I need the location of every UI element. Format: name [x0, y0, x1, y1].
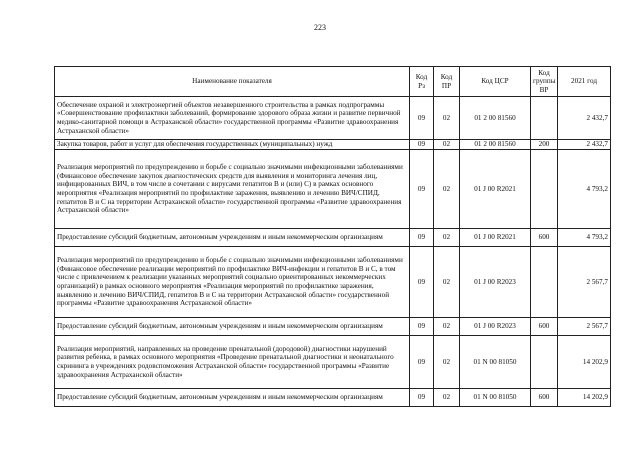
row-pr: 02 — [434, 247, 460, 318]
row-csr: 01 J 00 R2023 — [460, 318, 531, 336]
row-csr: 01 J 00 R2021 — [460, 229, 531, 247]
row-amount: 4 793,2 — [558, 150, 611, 229]
row-amount: 2 432,7 — [558, 140, 611, 150]
header-year: 2021 год — [558, 67, 611, 97]
row-amount: 14 202,9 — [558, 389, 611, 407]
row-csr: 01 2 00 81560 — [460, 97, 531, 140]
row-vr — [531, 150, 558, 229]
row-name: Предоставление субсидий бюджетным, автономным учреждениям и иным некоммерческим организациям — [55, 389, 410, 407]
row-name: Обеспечение охраной и электроэнергией объектов незавершенного строительства в рамках подпрограммы «Совершенствование профилактики заболеваний, формирование здорового образа жизни и развитие первичной медико-санитарной помощи в Астраханской области» государственной программы «Развитие здравоохранения Астраханской области» — [55, 97, 410, 140]
header-name: Наименование показателя — [55, 67, 410, 97]
row-rz: 09 — [410, 140, 434, 150]
row-pr: 02 — [434, 318, 460, 336]
table-row — [55, 150, 611, 229]
row-rz: 09 — [410, 318, 434, 336]
row-csr: 01 N 00 81050 — [460, 389, 531, 407]
table-row — [55, 229, 611, 247]
row-csr: 01 J 00 R2023 — [460, 247, 531, 318]
row-amount: 14 202,9 — [558, 336, 611, 389]
row-name: Предоставление субсидий бюджетным, автономным учреждениям и иным некоммерческим организациям — [55, 229, 410, 247]
row-pr: 02 — [434, 140, 460, 150]
row-rz: 09 — [410, 150, 434, 229]
row-pr: 02 — [434, 97, 460, 140]
budget-table — [54, 66, 611, 407]
header-csr: Код ЦСР — [460, 67, 531, 97]
row-name: Закупка товаров, работ и услуг для обеспечения государственных (муниципальных) нужд — [55, 140, 410, 150]
row-vr — [531, 97, 558, 140]
row-pr: 02 — [434, 229, 460, 247]
row-amount: 2 567,7 — [558, 318, 611, 336]
row-vr: 600 — [531, 229, 558, 247]
row-vr — [531, 247, 558, 318]
row-csr: 01 2 00 81560 — [460, 140, 531, 150]
row-csr: 01 J 00 R2021 — [460, 150, 531, 229]
row-name: Реализация мероприятий по предупреждению и борьбе с социально значимыми инфекционными заболеваниями (Финансовое обеспечение реализации мероприятий по профилактике ВИЧ-инфекции и гепатитов В и С, в том числе с привлечением к реализации указанных мероприятий социально ориентированных некоммерческих организаций) в рамках основного мероприятия «Реализация мероприятий по профилактике заражения, выявлению и лечению ВИЧ/СПИД, гепатитов В и С на территории Астраханской области» государственной программы «Развитие здравоохранения Астраханской области» — [55, 247, 410, 318]
row-vr: 200 — [531, 140, 558, 150]
table-row — [55, 97, 611, 140]
table-row — [55, 318, 611, 336]
table-row — [55, 389, 611, 407]
row-name: Реализация мероприятий, направленных на проведение пренатальной (дородовой) диагностики нарушений развития ребенка, в рамках основного мероприятия «Проведение пренатальной диагностики и неонатального скрининга в учреждениях родовспоможения Астраханской области» государственной программы «Развитие здравоохранения Астраханской области» — [55, 336, 410, 389]
row-amount: 2 567,7 — [558, 247, 611, 318]
row-csr: 01 N 00 81050 — [460, 336, 531, 389]
row-vr: 600 — [531, 389, 558, 407]
header-vr: Код группы ВР — [531, 67, 558, 97]
table-row — [55, 336, 611, 389]
row-name: Предоставление субсидий бюджетным, автономным учреждениям и иным некоммерческим организациям — [55, 318, 410, 336]
row-amount: 2 432,7 — [558, 97, 611, 140]
row-vr: 600 — [531, 318, 558, 336]
table-header-row — [55, 67, 611, 97]
row-rz: 09 — [410, 389, 434, 407]
row-pr: 02 — [434, 150, 460, 229]
row-rz: 09 — [410, 336, 434, 389]
header-rz: Код Рз — [410, 67, 434, 97]
table-row — [55, 247, 611, 318]
row-rz: 09 — [410, 229, 434, 247]
row-pr: 02 — [434, 389, 460, 407]
row-rz: 09 — [410, 247, 434, 318]
row-amount: 4 793,2 — [558, 229, 611, 247]
table-row — [55, 140, 611, 150]
row-pr: 02 — [434, 336, 460, 389]
row-vr — [531, 336, 558, 389]
row-name: Реализация мероприятий по предупреждению и борьбе с социально значимыми инфекционными заболеваниями (Финансовое обеспечение закупок диагностических средств для выявления и мониторинга лечения лиц, инфицированных ВИЧ, в том числе в сочетании с вирусами гепатитов В и (или) С) в рамках основного мероприятия «Реализация мероприятий по профилактике заражения, выявлению и лечению ВИЧ/СПИД, гепатитов В и С на территории Астраханской области» государственной программы «Развитие здравоохранения Астраханской области» — [55, 150, 410, 229]
page-number: 223 — [314, 23, 326, 32]
header-pr: Код ПР — [434, 67, 460, 97]
row-rz: 09 — [410, 97, 434, 140]
